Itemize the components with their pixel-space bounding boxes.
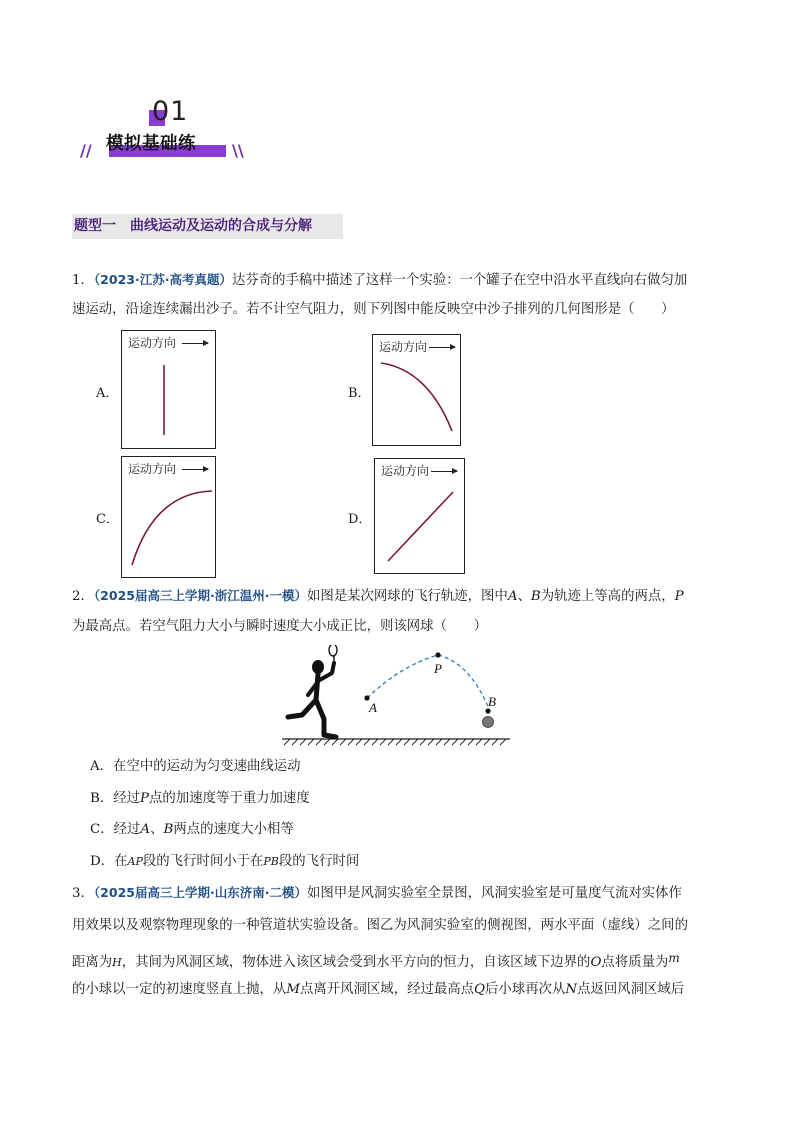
q3-source: （2025届高三上学期·山东济南·二模） — [93, 885, 307, 900]
q2-text-2: 为最高点。若空气阻力大小与瞬时速度大小成正比，则该网球（ ） — [72, 619, 488, 634]
q1-option-b-label[interactable]: B． — [348, 386, 371, 401]
section-number-badge — [149, 96, 189, 130]
q2-text-1a: 如图是某次网球的飞行轨迹，图中 — [306, 589, 508, 604]
q3-text-3a: 距离为 — [72, 955, 113, 970]
q1-source: （2023·江苏·高考真题） — [93, 272, 232, 287]
q2-var-a: A — [507, 589, 518, 604]
q3-text-4a: 的小球以一定的初速度竖直上抛，从 — [72, 982, 287, 997]
q1-option-b-shape — [373, 335, 460, 445]
q2-tennis-figure — [280, 645, 515, 747]
q1-number: 1． — [72, 273, 94, 288]
q3-var-o: O — [590, 955, 602, 970]
section-title-banner — [80, 128, 246, 160]
slash-decoration-left-icon: // — [80, 141, 92, 160]
q2-choice-b-var: P — [140, 791, 150, 806]
q1-text-2: 速运动，沿途连续漏出沙子。若不计空气阻力，则下列图中能反映空中沙子排列的几何图形是（ ） — [72, 302, 675, 317]
q3-line-3 — [72, 948, 680, 973]
q2-choice-d-var1: AP — [127, 855, 143, 868]
q3-text-3c: 点将质量为 — [601, 955, 669, 970]
point-b-dot — [485, 708, 490, 713]
q1-option-c-shape — [122, 457, 215, 577]
q3-text-4d: 点返回风洞区域后 — [577, 982, 685, 997]
q1-option-d-figure[interactable] — [374, 458, 465, 574]
ground-hatch — [284, 739, 506, 745]
q2-source: （2025届高三上学期·浙江温州·一模） — [93, 588, 307, 603]
q2-choice-b[interactable] — [90, 789, 310, 809]
type-heading-label: 题型一 — [74, 218, 116, 234]
q1-option-d-shape — [375, 459, 464, 573]
q2-choice-d-text-b: 段的飞行时间小于在 — [142, 854, 264, 869]
q2-choice-a-text: A．在空中的运动为匀变速曲线运动 — [90, 759, 301, 774]
q2-choice-c-var1: A — [140, 822, 151, 837]
point-b-label: B — [488, 694, 496, 709]
q2-choice-a[interactable] — [90, 757, 301, 777]
q3-var-m-point: M — [286, 982, 300, 997]
q3-text-1: 如图甲是风洞实验室全景图，风洞实验室是可量度气流对实体作 — [306, 886, 682, 901]
q3-text-3b: ，其间为风洞区域，物体进入该区域会受到水平方向的恒力，自该区域下边界的 — [121, 955, 591, 970]
section-title: 模拟基础练 — [106, 134, 196, 154]
q1-option-a-shape — [122, 331, 215, 448]
q1-option-b-figure[interactable] — [372, 334, 461, 446]
point-a-label: A — [369, 700, 377, 715]
q1-line-2 — [72, 300, 675, 320]
q2-number: 2． — [72, 589, 94, 604]
tennis-ball-icon — [483, 717, 494, 728]
q3-line-4 — [72, 980, 684, 1000]
q1-line-1 — [72, 270, 687, 291]
q2-choice-d[interactable] — [90, 852, 359, 872]
direction-caption: 运动方向 — [128, 336, 177, 350]
section-number: 01 — [152, 96, 189, 127]
q3-var-m: m — [668, 951, 680, 965]
q3-line-2 — [72, 916, 688, 936]
q1-option-d-label[interactable]: D． — [348, 512, 372, 527]
q2-choice-d-text-c: 段的飞行时间 — [278, 854, 360, 869]
q2-line-1 — [72, 586, 684, 607]
q2-var-b: B — [530, 589, 541, 604]
q2-choice-b-text-a: B．经过 — [90, 791, 141, 806]
type-heading — [72, 214, 343, 239]
q1-text-1: 达芬奇的手稿中描述了这样一个实验：一个罐子在空中沿水平直线向右做匀加 — [231, 273, 688, 288]
q3-var-h: H — [112, 956, 122, 969]
q3-text-4b: 点离开风洞区域，经过最高点 — [299, 982, 475, 997]
q2-choice-c-sep: 、 — [150, 822, 164, 837]
q3-text-2: 用效果以及观察物理现象的一种管道状实验设备。图乙为风洞实验室的侧视图，两水平面（虚线）之间的 — [72, 918, 688, 933]
trajectory-dashed-curve — [367, 655, 489, 709]
q3-var-q: Q — [474, 982, 486, 997]
q2-choice-c[interactable] — [90, 820, 294, 840]
q2-choice-c-text-a: C．经过 — [90, 822, 141, 837]
q1-option-c-label[interactable]: C． — [96, 512, 119, 527]
q2-var-p: P — [674, 589, 684, 604]
q2-choice-d-var2: PB — [263, 855, 279, 868]
q2-text-1b: 为轨迹上等高的两点， — [540, 589, 675, 604]
tennis-player-icon — [288, 645, 337, 737]
q2-sep: 、 — [517, 589, 531, 604]
q2-choice-c-text-b: 两点的速度大小相等 — [173, 822, 294, 837]
direction-caption: 运动方向 — [379, 340, 428, 354]
point-p-label: P — [434, 661, 442, 676]
q3-var-n: N — [565, 982, 578, 997]
point-p-dot — [435, 652, 440, 657]
q2-choice-d-text-a: D．在 — [90, 854, 128, 869]
type-heading-title: 曲线运动及运动的合成与分解 — [130, 218, 312, 234]
q3-number: 3． — [72, 886, 94, 901]
q1-option-a-figure[interactable] — [121, 330, 216, 449]
q3-text-4c: 后小球再次从 — [485, 982, 566, 997]
q3-line-1 — [72, 883, 682, 904]
q2-choice-b-text-b: 点的加速度等于重力加速度 — [149, 791, 310, 806]
q2-line-2 — [72, 617, 487, 637]
direction-caption: 运动方向 — [381, 464, 430, 478]
slash-decoration-right-icon: \\ — [232, 141, 244, 160]
q1-option-c-figure[interactable] — [121, 456, 216, 578]
q1-option-a-label[interactable]: A． — [96, 386, 119, 401]
q2-choice-c-var2: B — [163, 822, 174, 837]
direction-caption: 运动方向 — [128, 462, 177, 476]
